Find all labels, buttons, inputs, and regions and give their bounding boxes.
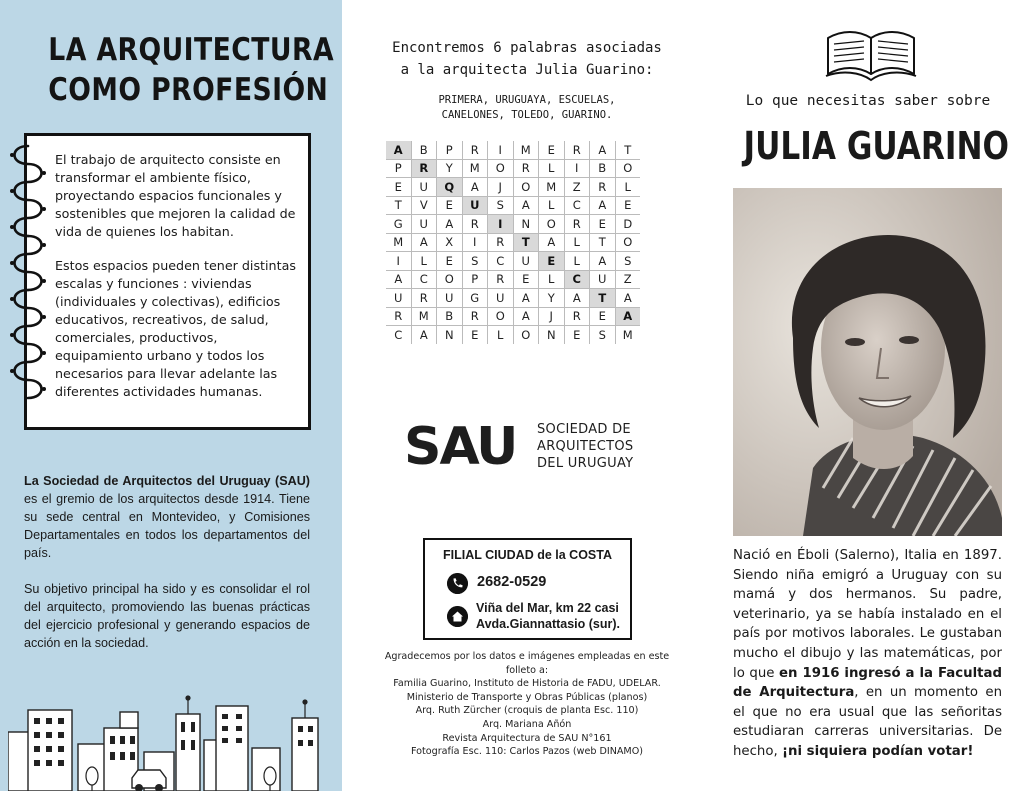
grid-cell: U: [590, 270, 616, 289]
section-title: [48, 30, 335, 110]
open-book-icon: [822, 24, 920, 82]
grid-row: [386, 159, 640, 178]
grid-cell: C: [488, 252, 514, 271]
grid-cell: A: [411, 326, 437, 344]
sau-logo-line-1: SOCIEDAD DE: [537, 422, 631, 437]
grid-cell: E: [513, 270, 539, 289]
grid-cell: Y: [539, 289, 565, 308]
grid-cell: U: [437, 289, 463, 308]
biography: [733, 546, 1002, 762]
grid-cell: D: [615, 215, 640, 234]
grid-cell: A: [513, 289, 539, 308]
home-icon: [447, 606, 468, 627]
grid-cell: A: [386, 270, 411, 289]
address-line-1: Viña del Mar, km 22 casi: [476, 601, 619, 615]
grid-cell: R: [488, 270, 514, 289]
sau-logo-line-2: ARQUITECTOS: [537, 439, 634, 454]
grid-cell: O: [513, 178, 539, 197]
grid-cell: B: [437, 307, 463, 326]
credits-line: Arq. Mariana Añón: [482, 718, 572, 730]
grid-cell: T: [615, 141, 640, 159]
sau-description: [24, 472, 310, 670]
grid-cell: I: [488, 215, 514, 234]
credits-line: Familia Guarino, Instituto de Historia de FADU, UDELAR.: [393, 678, 661, 690]
bio-bold-1: en 1916 ingresó a la Facultad de Arquitectura: [733, 665, 1002, 701]
grid-cell: S: [488, 196, 514, 215]
word-list: [392, 93, 662, 123]
bio-bold-2: ¡ni siquiera podían votar!: [781, 743, 974, 759]
grid-cell: U: [462, 196, 488, 215]
sau-logo-line-3: DEL URUGUAY: [537, 456, 634, 471]
grid-cell: I: [386, 252, 411, 271]
city-skyline-illustration: [8, 692, 328, 791]
grid-row: [386, 141, 640, 159]
grid-cell: E: [539, 141, 565, 159]
phone-number: 2682-0529: [477, 574, 547, 590]
grid-cell: L: [615, 178, 640, 197]
sau-logo-name: [537, 421, 633, 472]
grid-cell: P: [386, 159, 411, 178]
grid-cell: R: [564, 307, 590, 326]
puzzle-intro-line-2: a la arquitecta Julia Guarino:: [400, 62, 654, 78]
grid-cell: A: [437, 215, 463, 234]
grid-row: [386, 233, 640, 252]
grid-cell: L: [564, 252, 590, 271]
grid-cell: A: [513, 196, 539, 215]
grid-cell: E: [590, 215, 616, 234]
intro-text: Lo que necesitas saber sobre: [745, 93, 991, 109]
grid-cell: Z: [564, 178, 590, 197]
credits-line: Revista Arquitectura de SAU N°161: [442, 732, 612, 744]
grid-row: [386, 307, 640, 326]
grid-cell: A: [590, 196, 616, 215]
grid-cell: M: [513, 141, 539, 159]
grid-cell: U: [488, 289, 514, 308]
sau-logo: [404, 417, 654, 477]
grid-cell: E: [462, 326, 488, 344]
grid-cell: L: [539, 270, 565, 289]
contact-card: [423, 538, 632, 640]
grid-cell: R: [411, 289, 437, 308]
title-line-2: COMO PROFESIÓN: [48, 72, 329, 108]
sau-logo-letters: SAU: [404, 417, 517, 477]
contact-card-title: FILIAL CIUDAD de la COSTA: [443, 548, 612, 562]
grid-cell: I: [462, 233, 488, 252]
grid-row: [386, 326, 640, 344]
grid-cell: T: [590, 233, 616, 252]
grid-cell: B: [411, 141, 437, 159]
grid-cell: R: [386, 307, 411, 326]
grid-cell: X: [437, 233, 463, 252]
grid-cell: M: [539, 178, 565, 197]
grid-cell: E: [437, 252, 463, 271]
grid-cell: R: [488, 233, 514, 252]
grid-cell: L: [411, 252, 437, 271]
grid-cell: O: [488, 307, 514, 326]
credits-line: Fotografía Esc. 110: Carlos Pazos (web DINAMO): [410, 746, 644, 758]
phone-icon: [447, 573, 468, 594]
portrait-photo: [733, 188, 1002, 536]
grid-cell: A: [615, 289, 640, 308]
bio-text-1: Nació en Éboli (Salerno), Italia en 1897. Siendo niña emigró a Uruguay con su mamá y dos hermanos. Su padre, veterinario, ya se había instalado en el país por motivos laborales. Le gustaban mucho el dibujo y las matemáticas, por lo que: [733, 548, 1002, 681]
grid-cell: V: [411, 196, 437, 215]
grid-cell: E: [564, 326, 590, 344]
grid-cell: N: [513, 215, 539, 234]
person-name: JULIA GUARINO: [743, 124, 1010, 168]
grid-cell: A: [615, 307, 640, 326]
grid-cell: J: [488, 178, 514, 197]
grid-cell: O: [615, 159, 640, 178]
notebook-paragraph-1: El trabajo de arquitecto consiste en transformar el ambiente físico, proyectando espacios funcionales y sostenibles que mejoren la calidad de vida de quienes los habitan.: [55, 152, 296, 239]
grid-cell: R: [564, 215, 590, 234]
grid-cell: S: [590, 326, 616, 344]
grid-cell: O: [539, 215, 565, 234]
word-search-grid: [386, 141, 640, 344]
grid-cell: R: [462, 141, 488, 159]
grid-cell: A: [590, 141, 616, 159]
grid-cell: B: [590, 159, 616, 178]
grid-cell: A: [462, 178, 488, 197]
grid-cell: O: [437, 270, 463, 289]
grid-row: [386, 270, 640, 289]
grid-cell: C: [564, 196, 590, 215]
grid-cell: R: [462, 215, 488, 234]
grid-cell: S: [615, 252, 640, 271]
grid-cell: U: [411, 215, 437, 234]
grid-cell: E: [386, 178, 411, 197]
grid-cell: U: [513, 252, 539, 271]
grid-cell: G: [386, 215, 411, 234]
address: [476, 600, 620, 632]
grid-row: [386, 196, 640, 215]
grid-cell: A: [386, 141, 411, 159]
grid-cell: U: [386, 289, 411, 308]
notebook-text: [55, 151, 298, 417]
puzzle-instructions: [372, 37, 682, 81]
grid-row: [386, 215, 640, 234]
grid-cell: A: [513, 307, 539, 326]
grid-cell: R: [411, 159, 437, 178]
grid-cell: E: [437, 196, 463, 215]
word-list-line-2: CANELONES, TOLEDO, GUARINO.: [441, 109, 613, 121]
grid-cell: L: [564, 233, 590, 252]
grid-cell: J: [539, 307, 565, 326]
grid-cell: O: [488, 159, 514, 178]
bio-text-2: , en un momento en el que no era usual que las señoritas estudiaran carreras universitarias. De hecho,: [733, 685, 1002, 759]
grid-cell: I: [488, 141, 514, 159]
grid-cell: T: [513, 233, 539, 252]
credits-line: Agradecemos por los datos e imágenes empleadas en este: [384, 651, 670, 662]
sau-paragraph-2: Su objetivo principal ha sido y es consolidar el rol del arquitecto, promoviendo las buenas prácticas del ejercicio profesional y generando espacios de acción en la sociedad.: [24, 582, 310, 650]
credits: [372, 650, 682, 759]
grid-cell: C: [564, 270, 590, 289]
notebook-paragraph-2: Estos espacios pueden tener distintas escalas y funciones : viviendas (individuales y colectivas), edificios educativos, recreativos, de salud, comerciales, productivos, equipamiento urbano y todos los necesarios para llevar adelante las diferentes actividades humanas.: [55, 258, 296, 399]
grid-cell: A: [564, 289, 590, 308]
grid-cell: M: [411, 307, 437, 326]
grid-cell: C: [411, 270, 437, 289]
grid-row: [386, 289, 640, 308]
grid-cell: P: [462, 270, 488, 289]
grid-cell: N: [437, 326, 463, 344]
grid-cell: Q: [437, 178, 463, 197]
grid-cell: N: [539, 326, 565, 344]
grid-cell: Z: [615, 270, 640, 289]
sau-paragraph-1-rest: es el gremio de los arquitectos desde 1914. Tiene su sede central en Montevideo, y Comisiones Departamentales en todos los departamentos del país.: [24, 492, 310, 560]
credits-line: Arq. Ruth Zürcher (croquis de planta Esc. 110): [415, 705, 639, 717]
title-line-1: LA ARQUITECTURA: [48, 32, 335, 68]
grid-cell: E: [539, 252, 565, 271]
grid-cell: R: [462, 307, 488, 326]
address-line-2: Avda.Giannattasio (sur).: [476, 617, 621, 631]
grid-cell: Y: [437, 159, 463, 178]
grid-row: [386, 178, 640, 197]
grid-cell: R: [590, 178, 616, 197]
grid-cell: C: [386, 326, 411, 344]
grid-cell: O: [513, 326, 539, 344]
grid-cell: A: [590, 252, 616, 271]
grid-cell: T: [590, 289, 616, 308]
grid-cell: L: [539, 196, 565, 215]
grid-cell: P: [437, 141, 463, 159]
sau-bold-name: La Sociedad de Arquitectos del Uruguay (SAU): [24, 474, 310, 488]
puzzle-intro-line-1: Encontremos 6 palabras asociadas: [392, 40, 662, 56]
spiral-binding-icon: [4, 142, 52, 408]
grid-cell: U: [411, 178, 437, 197]
grid-cell: E: [590, 307, 616, 326]
grid-cell: S: [462, 252, 488, 271]
grid-cell: M: [462, 159, 488, 178]
grid-cell: E: [615, 196, 640, 215]
grid-cell: M: [622, 327, 633, 342]
sau-paragraph-1: [24, 472, 310, 562]
grid-cell: A: [539, 233, 565, 252]
grid-cell: O: [615, 233, 640, 252]
word-list-line-1: PRIMERA, URUGUAYA, ESCUELAS,: [438, 94, 616, 106]
grid-cell: I: [564, 159, 590, 178]
grid-cell: L: [488, 326, 514, 344]
credits-line: folleto a:: [505, 664, 549, 676]
credits-line: Ministerio de Transporte y Obras Públicas (planos): [406, 691, 648, 703]
grid-cell: M: [386, 233, 411, 252]
grid-cell: R: [513, 159, 539, 178]
grid-cell: R: [564, 141, 590, 159]
grid-cell: A: [411, 233, 437, 252]
grid-row: [386, 252, 640, 271]
grid-cell: L: [539, 159, 565, 178]
grid-cell: T: [386, 196, 411, 215]
grid-cell: G: [462, 289, 488, 308]
